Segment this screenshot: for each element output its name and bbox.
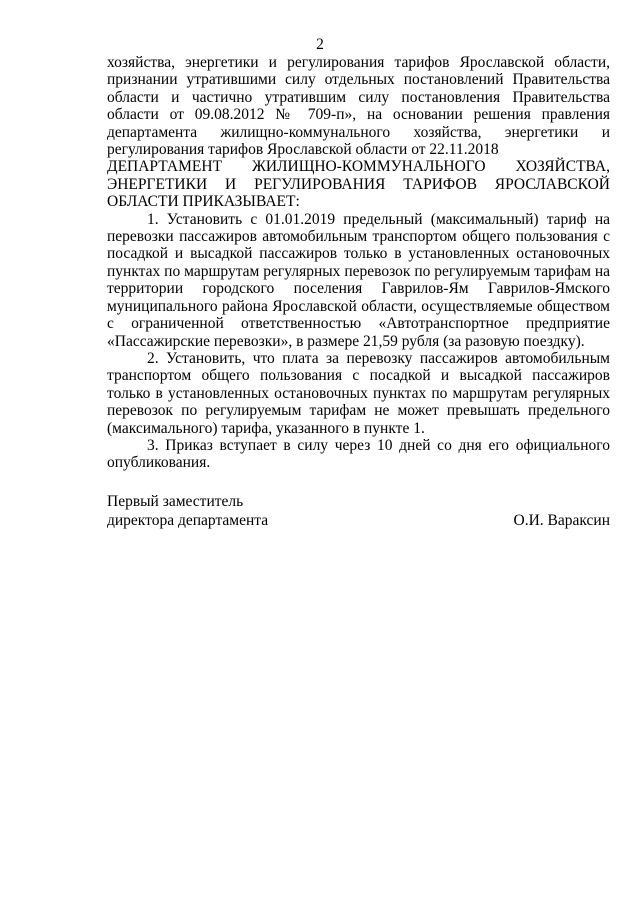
signatory-position-line-2: директора департамента — [107, 512, 269, 529]
order-item-3: 3. Приказ вступает в силу через 10 дней со дня его официального опубликования. — [107, 436, 610, 472]
signature-row — [107, 511, 610, 530]
signatory-position-line-1: Первый заместитель — [107, 493, 244, 510]
document-body — [107, 54, 610, 472]
signatory-name: О.И. Вараксин — [513, 512, 610, 529]
order-item-1: 1. Установить с 01.01.2019 предельный (максимальный) тариф на перевозки пассажиров автомобильным транспортом общего пользования с посадкой и высадкой пассажиров только в установленных остановочных пунктах по маршрутам регулярных перевозок по регулируемым тарифам на территории городского поселения Гаврилов-Ям Гаврилов-Ямского муниципального района Ярославской области, осуществляемые обществом с ограниченной ответственностью «Автотранспортное предприятие «Пассажирские перевозки», в размере 21,59 рубля (за разовую поездку). — [107, 210, 610, 350]
page-number: 2 — [316, 36, 324, 53]
order-heading: ДЕПАРТАМЕНТ ЖИЛИЩНО-КОММУНАЛЬНОГО ХОЗЯЙСТВА, ЭНЕРГЕТИКИ И РЕГУЛИРОВАНИЯ ТАРИФОВ ЯРОСЛАВСКОЙ ОБЛАСТИ ПРИКАЗЫВАЕТ: — [107, 158, 610, 211]
signature-block — [107, 492, 610, 530]
preamble-continuation: хозяйства, энергетики и регулирования тарифов Ярославской области, признании утратившими силу отдельных постановлений Правительства области и частично утратившим силу постановления Правительства области от 09.08.2012 № 709-п», на основании решения правления департамента жилищно-коммунального хозяйства, энергетики и регулирования тарифов Ярославской области от 22.11.2018 — [107, 54, 610, 159]
order-item-2: 2. Установить, что плата за перевозку пассажиров автомобильным транспортом общего пользования с посадкой и высадкой пассажиров только в установленных остановочных пунктах по маршрутам регулярных перевозок по регулируемым тарифам не может превышать предельного (максимального) тарифа, указанного в пункте 1. — [107, 349, 610, 437]
